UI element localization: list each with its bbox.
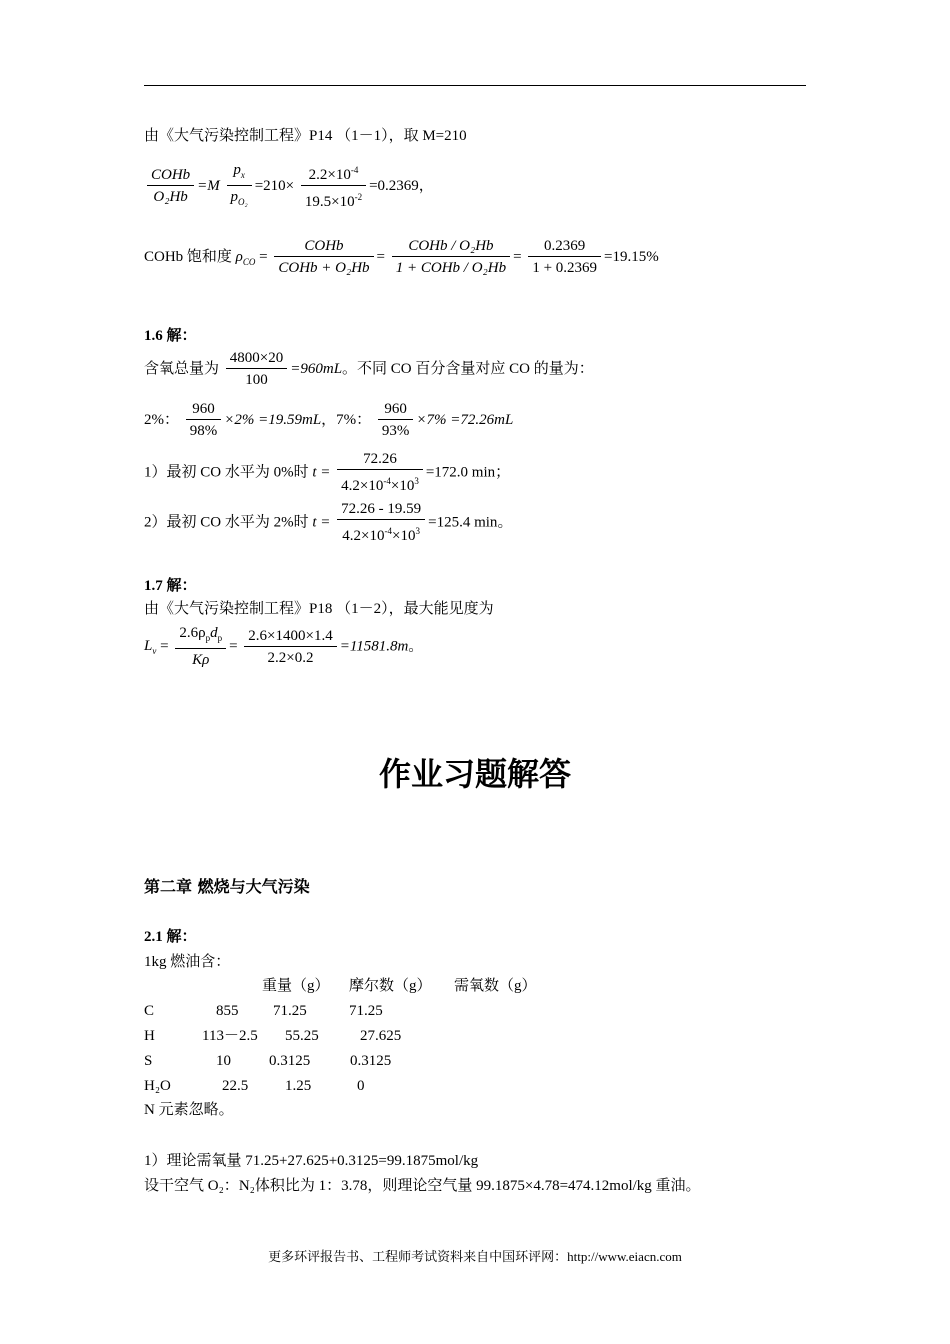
line-theoretical-oxygen: 1）理论需氧量 71.25+27.625+0.3125=99.1875mol/kg: [144, 1153, 479, 1169]
fraction-cohb-o2hb: $\frac{\text{COHb}}{\text{O₂Hb}}$: [147, 165, 194, 208]
fraction-time-2pct: $\frac{72.26 - 19.59}{4.2\times 10^{-4}\times 10^3}$: [337, 499, 425, 547]
fraction-visibility-1: $\frac{2.6\rho_pd_p}{K\rho}$: [175, 623, 226, 671]
fraction-saturation-3: $\frac{0.2369}{1 + 0.2369}$: [528, 236, 601, 279]
fraction-oxygen: $\frac{4800\times 20}{100}$: [226, 348, 287, 391]
footer-text: 更多环评报告书、工程师考试资料来自中国环评网：http://www.eiacn.com: [268, 1249, 682, 1264]
heading-1-6: 1.6 解：: [144, 328, 197, 344]
line-visibility-intro: 由《大气污染控制工程》P18 （1－2），最大能见度为: [144, 601, 494, 617]
fraction-saturation-1: $\frac{\text{COHb}}{\text{COHb + O₂Hb}}$: [274, 236, 373, 279]
fraction-time-0pct: $\frac{72.26}{4.2\times 10^{-4}\times 10^3}$: [337, 449, 423, 497]
equation-cohb-ratio: $\frac{\text{COHb}}{\text{O₂Hb}}$ =M $\frac{p_x}{p_{O_2}}$ =210× $\frac{2.2\times 10^{-4}}{19.5\times 10^{-2}}$ =0.2369，: [144, 160, 434, 213]
intro-line: 由《大气污染控制工程》P14 （1－1），取 M=210: [144, 128, 467, 144]
fraction-saturation-2: $\frac{\text{COHb / O₂Hb}}{\text{1 + COHb / O₂Hb}}$: [392, 236, 510, 279]
equation-visibility: $L_v$ = $\frac{2.6\rho_pd_p}{K\rho}$ = $\frac{2.6\times 1400\times 1.4}{2.2\times 0.2}$ =11581.8m。: [144, 623, 423, 671]
line-time-0pct: 1）最初 CO 水平为 0%时 t = $\frac{72.26}{4.2\times 10^{-4}\times 10^3}$ =172.0 min；: [144, 449, 510, 497]
line-time-2pct: 2）最初 CO 水平为 2%时 t = $\frac{72.26 - 19.59}{4.2\times 10^{-4}\times 10^3}$ =125.4 min。: [144, 499, 512, 547]
header-weight: 重量（g）: [262, 978, 330, 994]
line-co-amounts: 2%： $\frac{960}{98\%}$ ×2% =19.59mL，7%： $\frac{960}{93\%}$ ×7% =72.26mL: [144, 399, 513, 442]
heading-1-7: 1.7 解：: [144, 578, 197, 594]
line-oxygen-total: 含氧总量为 $\frac{4800\times 20}{100}$ =960mL。不同 CO 百分含量对应 CO 的量为：: [144, 348, 594, 391]
fraction-pressure-values: $\frac{2.2\times 10^{-4}}{19.5\times 10^{-2}}$: [301, 160, 366, 213]
header-oxygen: 需氧数（g）: [454, 978, 537, 994]
fraction-partial-pressure: $\frac{p_x}{p_{O_2}}$: [227, 160, 252, 213]
equation-cohb-saturation: COHb 饱和度 $\rho_{CO}$ = $\frac{\text{COHb}}{\text{COHb + O₂Hb}}$ = $\frac{\text{COHb / O₂Hb}}{\text{1 + COHb / O₂Hb}}$ = $\frac{0.2369}{1 + 0.2369}$ =19.15%: [144, 236, 659, 279]
header-moles: 摩尔数（g）: [349, 978, 432, 994]
line-theoretical-air: 设干空气 O₂：N₂体积比为 1：3.78，则理论空气量 99.1875×4.78=474.12mol/kg 重油。: [144, 1178, 701, 1194]
line-nitrogen-note: N 元素忽略。: [144, 1102, 234, 1118]
chapter-heading: 第二章 燃烧与大气污染: [144, 877, 310, 896]
fraction-visibility-2: $\frac{2.6\times 1400\times 1.4}{2.2\times 0.2}$: [244, 626, 336, 669]
fraction-960-98: $\frac{960}{98\%}$: [186, 399, 222, 442]
big-title: 作业习题解答: [378, 755, 571, 793]
fraction-960-93: $\frac{960}{93\%}$: [378, 399, 414, 442]
heading-2-1: 2.1 解：: [144, 929, 197, 945]
header-rule: [144, 85, 806, 86]
line-fuel-intro: 1kg 燃油含：: [144, 954, 231, 970]
